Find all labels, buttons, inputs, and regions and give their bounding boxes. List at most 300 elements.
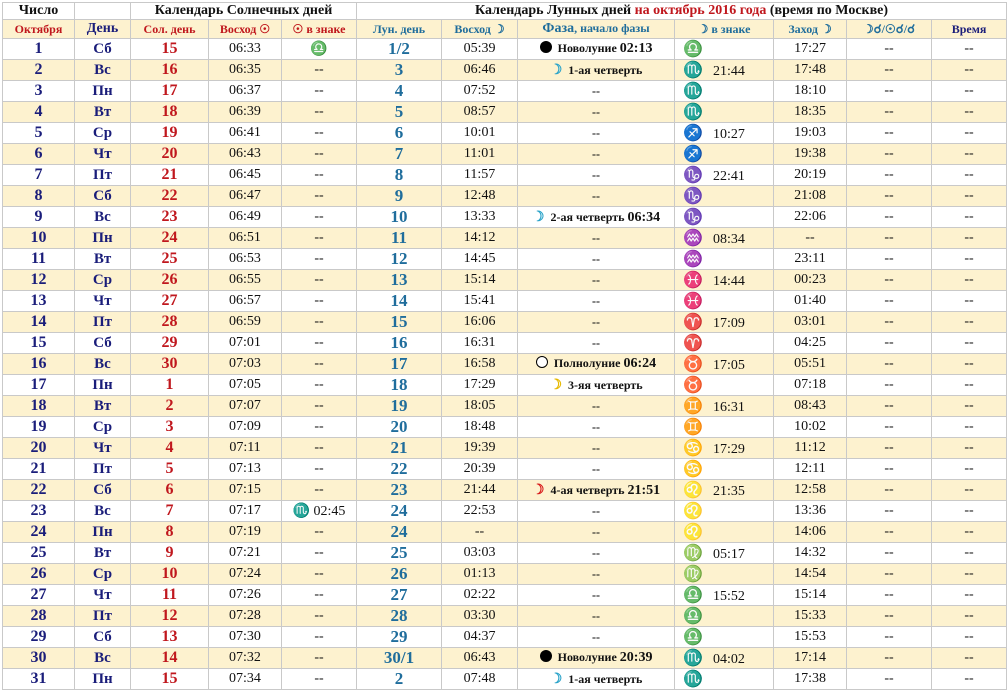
weekday: Сб <box>75 627 131 648</box>
calendar-row <box>3 564 1007 585</box>
lunar-day: 17 <box>357 354 442 375</box>
moon-zodiac <box>675 417 774 438</box>
sun-zodiac: -- <box>282 228 357 249</box>
moon-rise-time: 16:31 <box>442 333 518 354</box>
weekday: Пн <box>75 375 131 396</box>
zodiac-sign-icon: ♎ <box>683 629 703 646</box>
sun-rise-time: 06:43 <box>209 144 282 165</box>
zodiac-sign-icon: ♏ <box>683 650 703 667</box>
weekday: Пт <box>75 165 131 186</box>
weekday: Чт <box>75 291 131 312</box>
aspects-value: -- <box>847 480 932 501</box>
sun-rise-time: 07:30 <box>209 627 282 648</box>
moon-zodiac <box>675 249 774 270</box>
moon-phase <box>518 564 675 585</box>
weekday: Ср <box>75 417 131 438</box>
zodiac-sign-icon: ♐ <box>683 125 703 142</box>
header-time: Время <box>932 20 1007 39</box>
phase-label: -- <box>592 167 601 182</box>
header-moon-rise-label: Восход <box>454 21 491 36</box>
calendar-row <box>3 102 1007 123</box>
solar-day: 7 <box>131 501 209 522</box>
lunar-day: 8 <box>357 165 442 186</box>
header-phase-start: , начало фазы <box>574 21 650 35</box>
aspects-value: -- <box>847 375 932 396</box>
aspects-value: -- <box>847 81 932 102</box>
phase-label: -- <box>592 230 601 245</box>
sun-rise-time: 06:37 <box>209 81 282 102</box>
header-sun-rise-label: Восход <box>219 21 257 36</box>
weekday: Пт <box>75 459 131 480</box>
aspects-value: -- <box>847 627 932 648</box>
moon-phase <box>518 543 675 564</box>
aspects-value: -- <box>847 165 932 186</box>
calendar-row <box>3 459 1007 480</box>
header-den: День <box>75 20 131 39</box>
moon-phase <box>518 291 675 312</box>
sun-rise-time: 07:19 <box>209 522 282 543</box>
time-value: -- <box>932 564 1007 585</box>
calendar-row <box>3 186 1007 207</box>
solar-day: 20 <box>131 144 209 165</box>
day-number: 21 <box>3 459 75 480</box>
header-moon-sign <box>675 20 774 39</box>
lunar-day: 5 <box>357 102 442 123</box>
moon-set-time: 23:11 <box>774 249 847 270</box>
moon-zodiac <box>675 228 774 249</box>
day-number: 23 <box>3 501 75 522</box>
solar-day: 18 <box>131 102 209 123</box>
time-value: -- <box>932 228 1007 249</box>
lunar-day: 16 <box>357 333 442 354</box>
time-value: -- <box>932 459 1007 480</box>
solar-day: 21 <box>131 165 209 186</box>
calendar-row <box>3 60 1007 81</box>
aspects-value: -- <box>847 564 932 585</box>
sun-rise-time: 07:11 <box>209 438 282 459</box>
day-number: 26 <box>3 564 75 585</box>
zodiac-sign-icon: ♎ <box>683 608 703 625</box>
zodiac-sign-icon: ♌ <box>683 482 703 499</box>
lunar-day: 1/2 <box>357 39 442 60</box>
moon-set-time: 17:38 <box>774 669 847 690</box>
lunar-day: 4 <box>357 81 442 102</box>
moon-phase <box>518 144 675 165</box>
header-moon-rise <box>442 20 518 39</box>
sun-zodiac: -- <box>282 648 357 669</box>
header-oktyabrya: Октября <box>3 20 75 39</box>
moon-set-time: 13:36 <box>774 501 847 522</box>
sun-zodiac: -- <box>282 165 357 186</box>
phase-label: -- <box>592 440 601 455</box>
lunar-day: 30/1 <box>357 648 442 669</box>
sun-rise-time: 07:17 <box>209 501 282 522</box>
moon-rise-time: 01:13 <box>442 564 518 585</box>
moon-set-time: 05:51 <box>774 354 847 375</box>
lunar-day: 23 <box>357 480 442 501</box>
sun-zodiac: -- <box>282 438 357 459</box>
moon-icon: ☽ <box>697 21 709 36</box>
crescent-moon-icon: ☽ <box>531 209 545 225</box>
moon-zodiac <box>675 60 774 81</box>
time-value: -- <box>932 585 1007 606</box>
zodiac-ingress-time: 05:17 <box>713 547 745 562</box>
aspects-value: -- <box>847 606 932 627</box>
time-value: -- <box>932 270 1007 291</box>
moon-zodiac <box>675 312 774 333</box>
sun-zodiac: ♎ <box>282 39 357 60</box>
moon-zodiac <box>675 81 774 102</box>
zodiac-sign-icon: ♍ <box>683 566 703 583</box>
sun-rise-time: 07:01 <box>209 333 282 354</box>
moon-rise-time: 16:58 <box>442 354 518 375</box>
time-value: -- <box>932 438 1007 459</box>
lunar-day: 19 <box>357 396 442 417</box>
day-number: 25 <box>3 543 75 564</box>
weekday: Пн <box>75 669 131 690</box>
sun-zodiac: -- <box>282 459 357 480</box>
aspects-value: -- <box>847 648 932 669</box>
day-number: 30 <box>3 648 75 669</box>
moon-icon: ☽ <box>820 21 832 36</box>
zodiac-sign-icon: ♋ <box>683 461 703 478</box>
moon-set-time: 15:33 <box>774 606 847 627</box>
solar-day: 22 <box>131 186 209 207</box>
zodiac-sign-icon: ♊ <box>683 398 703 415</box>
solar-day: 5 <box>131 459 209 480</box>
day-number: 15 <box>3 333 75 354</box>
solar-day: 30 <box>131 354 209 375</box>
lunar-day: 18 <box>357 375 442 396</box>
header-aspects: ☽☌/☉☌/☌ <box>847 20 932 39</box>
solar-day: 15 <box>131 39 209 60</box>
sun-rise-time: 06:51 <box>209 228 282 249</box>
aspects-value: -- <box>847 543 932 564</box>
sun-zodiac: ♏ 02:45 <box>282 501 357 522</box>
sun-rise-time: 07:32 <box>209 648 282 669</box>
sun-rise-time: 07:21 <box>209 543 282 564</box>
zodiac-ingress-time: 21:35 <box>713 484 745 499</box>
day-number: 9 <box>3 207 75 228</box>
moon-zodiac <box>675 669 774 690</box>
moon-phase <box>518 501 675 522</box>
moon-set-time: 17:14 <box>774 648 847 669</box>
zodiac-sign-icon: ♈ <box>683 314 703 331</box>
sun-zodiac: -- <box>282 585 357 606</box>
solar-day: 2 <box>131 396 209 417</box>
aspects-value: -- <box>847 291 932 312</box>
sun-zodiac: -- <box>282 333 357 354</box>
calendar-row <box>3 480 1007 501</box>
time-value: -- <box>932 627 1007 648</box>
moon-set-time: 19:03 <box>774 123 847 144</box>
aspects-value: -- <box>847 144 932 165</box>
weekday: Чт <box>75 585 131 606</box>
moon-set-time: 17:27 <box>774 39 847 60</box>
calendar-row <box>3 270 1007 291</box>
moon-set-time: 21:08 <box>774 186 847 207</box>
sun-zodiac: -- <box>282 249 357 270</box>
header-moon-sign-label: в знаке <box>711 21 751 36</box>
aspects-value: -- <box>847 249 932 270</box>
moon-zodiac <box>675 165 774 186</box>
weekday: Пн <box>75 522 131 543</box>
day-number: 20 <box>3 438 75 459</box>
weekday: Вт <box>75 396 131 417</box>
solar-day: 14 <box>131 648 209 669</box>
lunar-title-text: Календарь Лунных дней <box>475 3 635 18</box>
day-number: 29 <box>3 627 75 648</box>
sun-zodiac: -- <box>282 522 357 543</box>
phase-time: 02:13 <box>619 41 653 56</box>
weekday: Ср <box>75 564 131 585</box>
time-value: -- <box>932 249 1007 270</box>
solar-day: 4 <box>131 438 209 459</box>
weekday: Вс <box>75 501 131 522</box>
lunar-day: 12 <box>357 249 442 270</box>
zodiac-sign-icon: ♎ <box>683 41 703 58</box>
moon-phase <box>518 81 675 102</box>
moon-phase <box>518 102 675 123</box>
zodiac-sign-icon: ♈ <box>683 335 703 352</box>
solar-day: 6 <box>131 480 209 501</box>
moon-rise-time: 02:22 <box>442 585 518 606</box>
time-value: -- <box>932 291 1007 312</box>
calendar-row <box>3 585 1007 606</box>
aspects-value: -- <box>847 417 932 438</box>
moon-set-time: 14:32 <box>774 543 847 564</box>
moon-set-time: 10:02 <box>774 417 847 438</box>
header-chislo: Число <box>3 3 75 20</box>
crescent-moon-icon: ☽ <box>549 62 563 78</box>
weekday: Сб <box>75 186 131 207</box>
aspects-value: -- <box>847 501 932 522</box>
lunar-day: 13 <box>357 270 442 291</box>
sun-rise-time: 06:49 <box>209 207 282 228</box>
moon-rise-time: 07:52 <box>442 81 518 102</box>
time-value: -- <box>932 165 1007 186</box>
day-number: 17 <box>3 375 75 396</box>
solar-day: 23 <box>131 207 209 228</box>
moon-rise-time: 12:48 <box>442 186 518 207</box>
time-value: -- <box>932 123 1007 144</box>
moon-rise-time: 14:12 <box>442 228 518 249</box>
calendar-row <box>3 333 1007 354</box>
weekday: Сб <box>75 480 131 501</box>
sun-zodiac: -- <box>282 354 357 375</box>
lunar-title-month: на октябрь 2016 года <box>634 3 767 18</box>
aspects-value: -- <box>847 102 932 123</box>
moon-set-time: 07:18 <box>774 375 847 396</box>
day-number: 4 <box>3 102 75 123</box>
sun-zodiac: -- <box>282 60 357 81</box>
sun-zodiac: -- <box>282 186 357 207</box>
calendar-row <box>3 291 1007 312</box>
sun-rise-time: 07:15 <box>209 480 282 501</box>
zodiac-sign-icon: ♍ <box>683 545 703 562</box>
day-number: 31 <box>3 669 75 690</box>
moon-rise-time: 16:06 <box>442 312 518 333</box>
zodiac-ingress-time: 04:02 <box>713 652 745 667</box>
day-number: 19 <box>3 417 75 438</box>
sun-zodiac: -- <box>282 669 357 690</box>
crescent-moon-icon: ☽ <box>549 377 563 393</box>
phase-label: -- <box>592 524 601 539</box>
day-number: 10 <box>3 228 75 249</box>
sun-rise-time: 06:39 <box>209 102 282 123</box>
moon-set-time: 18:10 <box>774 81 847 102</box>
moon-zodiac <box>675 375 774 396</box>
time-value: -- <box>932 39 1007 60</box>
time-value: -- <box>932 81 1007 102</box>
moon-rise-time: 21:44 <box>442 480 518 501</box>
lunar-day: 2 <box>357 669 442 690</box>
weekday: Сб <box>75 333 131 354</box>
sun-zodiac: -- <box>282 123 357 144</box>
moon-set-time: 12:58 <box>774 480 847 501</box>
time-value: -- <box>932 60 1007 81</box>
lunar-day: 6 <box>357 123 442 144</box>
zodiac-ingress-time: 22:41 <box>713 169 745 184</box>
day-number: 24 <box>3 522 75 543</box>
moon-phase <box>518 354 675 375</box>
lunar-day: 14 <box>357 291 442 312</box>
solar-day: 1 <box>131 375 209 396</box>
calendar-row <box>3 165 1007 186</box>
aspects-value: -- <box>847 270 932 291</box>
sun-zodiac: -- <box>282 207 357 228</box>
moon-zodiac <box>675 270 774 291</box>
phase-time: 06:24 <box>623 356 657 371</box>
moon-phase <box>518 585 675 606</box>
day-number: 8 <box>3 186 75 207</box>
phase-label: -- <box>592 398 601 413</box>
weekday: Ср <box>75 270 131 291</box>
moon-rise-time: 07:48 <box>442 669 518 690</box>
aspects-value: -- <box>847 438 932 459</box>
time-value: -- <box>932 648 1007 669</box>
day-number: 3 <box>3 81 75 102</box>
moon-set-time: 20:19 <box>774 165 847 186</box>
calendar-row <box>3 543 1007 564</box>
moon-zodiac <box>675 333 774 354</box>
time-value: -- <box>932 207 1007 228</box>
calendar-row <box>3 123 1007 144</box>
moon-phase <box>518 459 675 480</box>
zodiac-sign-icon: ♓ <box>683 293 703 310</box>
phase-label: -- <box>592 146 601 161</box>
sun-rise-time: 06:57 <box>209 291 282 312</box>
moon-phase <box>518 396 675 417</box>
moon-zodiac <box>675 480 774 501</box>
phase-label: -- <box>592 83 601 98</box>
moon-rise-time: 17:29 <box>442 375 518 396</box>
solar-day: 24 <box>131 228 209 249</box>
lunar-day: 22 <box>357 459 442 480</box>
phase-label: Новолуние <box>557 41 617 55</box>
moon-zodiac <box>675 627 774 648</box>
calendar-row <box>3 669 1007 690</box>
weekday: Пн <box>75 228 131 249</box>
crescent-moon-icon: ☽ <box>531 482 545 498</box>
weekday: Вс <box>75 207 131 228</box>
aspects-value: -- <box>847 522 932 543</box>
new-moon-icon <box>540 41 552 53</box>
sun-rise-time: 06:47 <box>209 186 282 207</box>
time-value: -- <box>932 543 1007 564</box>
sun-zodiac: -- <box>282 627 357 648</box>
moon-rise-time: 06:46 <box>442 60 518 81</box>
moon-set-time: 14:54 <box>774 564 847 585</box>
calendar-row <box>3 438 1007 459</box>
header-lun-den: Лун. день <box>357 20 442 39</box>
sun-rise-time: 07:24 <box>209 564 282 585</box>
phase-label: 3-яя четверть <box>568 377 643 392</box>
phase-label: -- <box>592 629 601 644</box>
aspects-value: -- <box>847 123 932 144</box>
moon-phase <box>518 270 675 291</box>
day-number: 11 <box>3 249 75 270</box>
moon-phase <box>518 123 675 144</box>
day-number: 7 <box>3 165 75 186</box>
moon-phase <box>518 333 675 354</box>
lunar-day: 11 <box>357 228 442 249</box>
moon-phase <box>518 165 675 186</box>
moon-zodiac <box>675 144 774 165</box>
calendar-row <box>3 312 1007 333</box>
lunar-calendar-table <box>2 2 1007 690</box>
time-value: -- <box>932 396 1007 417</box>
zodiac-ingress-time: 17:05 <box>713 358 745 373</box>
time-value: -- <box>932 522 1007 543</box>
sun-zodiac: -- <box>282 81 357 102</box>
sun-zodiac: -- <box>282 270 357 291</box>
header-lunar-title <box>357 3 1007 20</box>
zodiac-sign-icon: ♐ <box>683 146 703 163</box>
lunar-day: 24 <box>357 522 442 543</box>
moon-rise-time: 03:03 <box>442 543 518 564</box>
phase-label: Новолуние <box>557 650 617 664</box>
zodiac-ingress-time: 16:31 <box>713 400 745 415</box>
calendar-row <box>3 522 1007 543</box>
header-sun-sign-label: в знаке <box>306 21 346 36</box>
sun-rise-time: 07:28 <box>209 606 282 627</box>
moon-rise-time: 04:37 <box>442 627 518 648</box>
moon-zodiac <box>675 291 774 312</box>
zodiac-sign-icon: ♑ <box>683 167 703 184</box>
moon-set-time: 04:25 <box>774 333 847 354</box>
calendar-row <box>3 501 1007 522</box>
phase-label: -- <box>592 608 601 623</box>
moon-rise-time: 14:45 <box>442 249 518 270</box>
aspects-value: -- <box>847 186 932 207</box>
moon-rise-time: 20:39 <box>442 459 518 480</box>
moon-phase <box>518 312 675 333</box>
sun-icon: ☉ <box>292 21 304 36</box>
crescent-moon-icon: ☽ <box>549 671 563 687</box>
solar-day: 27 <box>131 291 209 312</box>
aspects-value: -- <box>847 312 932 333</box>
zodiac-ingress-time: 15:52 <box>713 589 745 604</box>
moon-zodiac <box>675 102 774 123</box>
aspects-value: -- <box>847 333 932 354</box>
weekday: Пт <box>75 606 131 627</box>
weekday: Сб <box>75 39 131 60</box>
phase-label: -- <box>592 104 601 119</box>
moon-set-time: 00:23 <box>774 270 847 291</box>
moon-rise-time: 05:39 <box>442 39 518 60</box>
calendar-row <box>3 354 1007 375</box>
